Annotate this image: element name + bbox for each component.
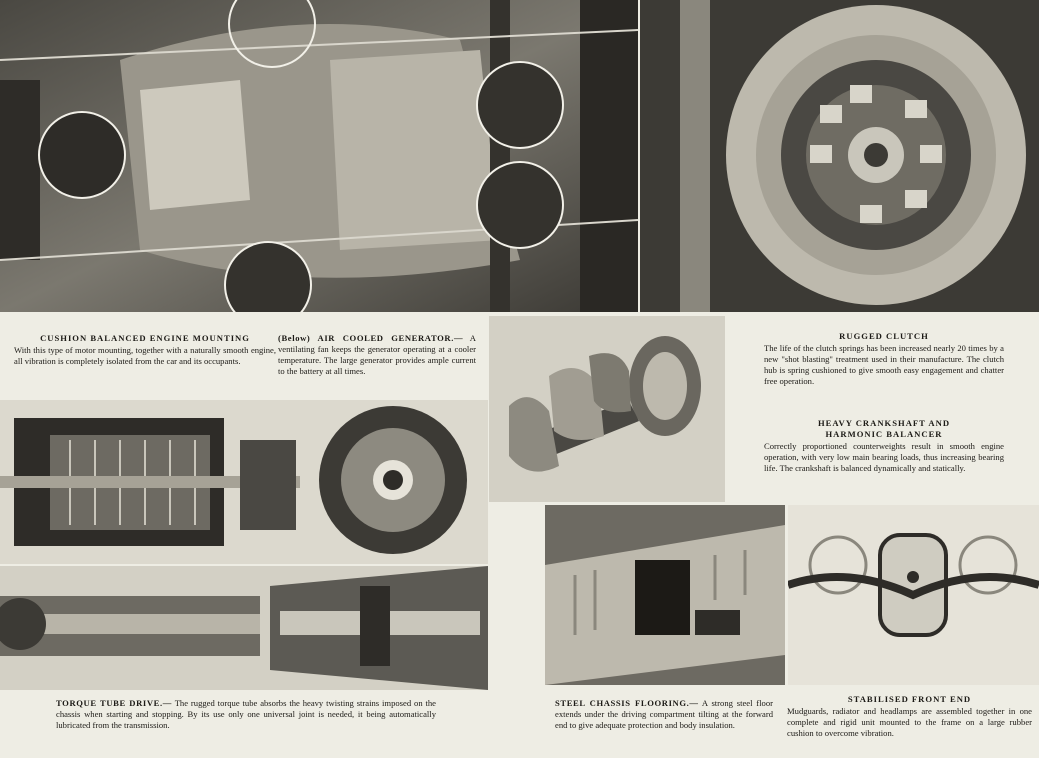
torque-tube-photo <box>0 566 488 690</box>
clutch-heading: RUGGED CLUTCH <box>839 331 929 341</box>
engine-mounting-caption <box>14 333 276 367</box>
generator-lead: (Below) AIR COOLED GENERATOR.— <box>278 333 464 343</box>
flooring-body: A strong steel floor extends under the driving compartment tilting at the forward end to give adequate protection and body insulation. <box>555 698 773 730</box>
crankshaft-heading: HEAVY CRANKSHAFT AND HARMONIC BALANCER <box>817 418 951 439</box>
flooring-lead: STEEL CHASSIS FLOORING.— <box>555 698 699 708</box>
torque-tube-body: The rugged torque tube absorbs the heavy twisting strains imposed on the chassis when starting and stopping. By its use only one universal joint is needed, it being automatically lubricated from the transmission. <box>56 698 436 730</box>
clutch-caption <box>764 331 1004 387</box>
generator-photo <box>0 400 488 564</box>
generator-body: A ventilating fan keeps the generator operating at a cooler temperature. The large generator provides ample current to the battery at all times. <box>278 333 476 376</box>
crankshaft-caption <box>764 418 1004 474</box>
front-end-heading: STABILISED FRONT END <box>847 694 972 704</box>
crankshaft-photo <box>489 316 725 502</box>
flooring-photo <box>545 505 785 685</box>
torque-tube-lead: TORQUE TUBE DRIVE.— <box>56 698 172 708</box>
clutch-body: The life of the clutch springs has been increased nearly 20 times by a new "shot blasting" treatment used in their manufacture. The clutch hub is spring cushioned to give smooth easy engagement and chatter free operation. <box>764 343 1004 386</box>
engine-mounting-photo <box>0 0 638 312</box>
flooring-caption <box>555 698 773 731</box>
torque-tube-caption <box>56 698 436 731</box>
front-end-body: Mudguards, radiator and headlamps are assembled together in one complete and rigid unit mounted to the frame on a large rubber cushion to overcome vibration. <box>787 706 1032 738</box>
front-end-photo <box>788 505 1039 685</box>
clutch-photo <box>640 0 1039 312</box>
front-end-caption <box>787 694 1032 739</box>
engine-mounting-body: With this type of motor mounting, together with a naturally smooth engine, all vibration is completely isolated from the car and its occupants. <box>14 345 276 366</box>
engine-mounting-heading: CUSHION BALANCED ENGINE MOUNTING <box>40 333 250 343</box>
crankshaft-body: Correctly proportioned counterweights result in smooth engine operation, with very low main bearing loads, thus increasing bearing life. The crankshaft is balanced dynamically and statically. <box>764 441 1004 473</box>
generator-caption <box>278 333 476 377</box>
